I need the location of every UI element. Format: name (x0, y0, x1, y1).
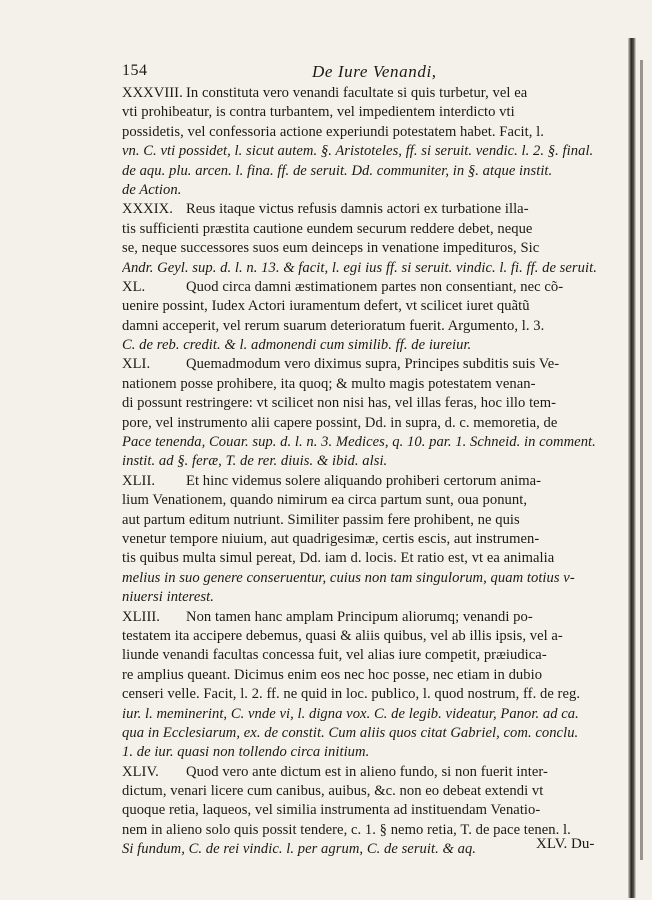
line-text: uenire possint, Iudex Actori iuramentum defert, vt scilicet iuret quãtũ (122, 298, 530, 315)
line-text: possidetis, vel confessoria actione experiundi potestatem habet. Facit, l. (122, 123, 544, 140)
line-text: de Action. (122, 181, 182, 198)
line-text: Pace tenenda, Couar. sup. d. l. n. 3. Medices, q. 10. par. 1. Schneid. in comment. (122, 434, 596, 451)
line-text: vti prohibeatur, is contra turbantem, vel impedientem interdicto vti (122, 104, 515, 121)
text-line (122, 569, 608, 588)
line-text: de aqu. plu. arcen. l. fina. ff. de seruit. Dd. communiter, in §. atque instit. (122, 162, 553, 179)
text-line (122, 162, 608, 181)
text-line (122, 608, 608, 627)
section-number: XLI. (122, 356, 151, 373)
text-line (122, 297, 608, 316)
line-text: Et hinc videmus solere aliquando prohiberi certorum anima- (186, 472, 542, 489)
line-text: aut partum editum nutriunt. Similiter passim fere prohibent, ne quis (122, 511, 520, 528)
text-line (122, 627, 608, 646)
line-text: Quemadmodum vero diximus supra, Principes subditis suis Ve- (186, 356, 560, 373)
line-text: Non tamen hanc amplam Principum aliorumq; venandi po- (186, 608, 533, 625)
text-line (122, 414, 608, 433)
line-text: qua in Ecclesiarum, ex. de constit. Cum aliis quos citat Gabriel, com. conclu. (122, 724, 579, 741)
text-line (122, 239, 608, 258)
text-line (122, 763, 608, 782)
text-line (122, 123, 608, 142)
section-number: XLIII. (122, 608, 160, 625)
text-line (122, 181, 608, 200)
section-number: XLII. (122, 472, 156, 489)
line-text: instit. ad §. feræ, T. de rer. diuis. & ibid. alsi. (122, 453, 388, 470)
text-line (122, 394, 608, 413)
line-text: quoque retia, laqueos, vel similia instrumenta ad instituendam Venatio- (122, 802, 541, 819)
text-line (122, 646, 608, 665)
section-number: XXXVIII. (122, 85, 183, 101)
line-text: nationem posse prohibere, ita quoq; & multo magis potestatem venan- (122, 375, 536, 392)
line-text: pore, vel instrumento alii capere possint, Dd. in supra, d. c. memoretia, de (122, 414, 558, 431)
text-line (122, 705, 608, 724)
page-gutter-shadow (628, 38, 636, 898)
text-line (122, 782, 608, 801)
text-line (122, 724, 608, 743)
section-number: XXXIX. (122, 201, 173, 218)
line-text: Si fundum, C. de rei vindic. l. per agrum, C. de seruit. & aq. (122, 841, 476, 858)
text-line (122, 278, 608, 297)
text-line (122, 336, 608, 355)
text-line (122, 103, 608, 122)
text-line (122, 801, 608, 820)
line-text: liunde venandi facultas concessa fuit, vel alias iure competit, præiudica- (122, 647, 547, 664)
text-line (122, 472, 608, 491)
text-line (122, 452, 608, 471)
text-line (122, 317, 608, 336)
line-text: Reus itaque victus refusis damnis actori ex turbatione illa- (186, 201, 529, 218)
running-title: De Iure Venandi, (312, 62, 437, 81)
line-text: di possunt restringere: vt scilicet non nisi has, vel illas feras, hoc illo tem- (122, 395, 557, 412)
catchword: XLV. Du- (536, 836, 595, 852)
line-text: re amplius queant. Dicimus enim eos nec hoc posse, nec etiam in dubio (122, 666, 543, 683)
section-number: XL. (122, 278, 146, 295)
page-edge-line (640, 60, 643, 860)
line-text: In constituta vero venandi facultate si quis turbetur, vel ea (186, 85, 528, 101)
line-text: se, neque successores suos eum deinceps in venatione impedituros, Sic (122, 240, 540, 257)
line-text: tis sufficienti præstita cautione eundem securum reddere debet, neque (122, 220, 533, 237)
line-text: censeri velle. Facit, l. 2. ff. ne quid in loc. publico, l. quod nostrum, ff. de reg. (122, 686, 581, 703)
page-header (122, 62, 632, 84)
line-text: testatem ita accipere debemus, quasi & aliis quibus, vel ab illis ipsis, vel a- (122, 627, 563, 644)
text-line (122, 200, 608, 219)
body-text (122, 84, 608, 860)
line-text: C. de reb. credit. & l. admonendi cum similib. ff. de iureiur. (122, 337, 472, 354)
text-line (122, 588, 608, 607)
line-text: lium Venationem, quando nimirum ea circa partum sunt, oua ponunt, (122, 492, 528, 509)
text-line (122, 530, 608, 549)
text-line (122, 511, 608, 530)
line-text: dictum, venari licere cum canibus, auibus, &c. non eo debeat extendi vt (122, 783, 544, 800)
line-text: niuersi interest. (122, 589, 214, 606)
line-text: vn. C. vti possidet, l. sicut autem. §. Aristoteles, ff. si seruit. vendic. l. 2. §. final. (122, 143, 594, 160)
text-line (122, 355, 608, 374)
line-text: 1. de iur. quasi non tollendo circa initium. (122, 744, 370, 761)
line-text: venetur tempore niuium, aut quadrigesimæ, certis escis, aut instrumen- (122, 530, 540, 547)
section-number: XLIV. (122, 763, 159, 780)
text-line (122, 491, 608, 510)
text-line (122, 433, 608, 452)
text-line (122, 259, 608, 278)
text-line (122, 84, 608, 103)
text-line (122, 685, 608, 704)
text-line (122, 220, 608, 239)
text-line (122, 666, 608, 685)
text-line (122, 375, 608, 394)
line-text: melius in suo genere conseruentur, cuius non tam singulorum, quam totius v- (122, 569, 575, 586)
line-text: tis quibus multa simul pereat, Dd. iam d. locis. Et ratio est, vt ea animalia (122, 550, 555, 567)
text-line (122, 743, 608, 762)
text-line (122, 549, 608, 568)
line-text: Quod vero ante dictum est in alieno fundo, si non fuerit inter- (186, 763, 548, 780)
page-number: 154 (122, 62, 148, 79)
line-text: nem in alieno solo quis possit tendere, c. 1. § nemo retia, T. de pace tenen. l. (122, 821, 571, 838)
line-text: iur. l. meminerint, C. vnde vi, l. digna vox. C. de legib. videatur, Panor. ad ca. (122, 705, 579, 722)
line-text: damni acceperit, vel rerum suarum deterioratum fuerit. Argumento, l. 3. (122, 317, 545, 334)
line-text: Andr. Geyl. sup. d. l. n. 13. & facit, l. egi ius ff. si seruit. vindic. l. fi. ff. de seruit. (122, 259, 597, 276)
line-text: Quod circa damni æstimationem partes non consentiant, nec cõ- (186, 278, 564, 295)
text-line (122, 142, 608, 161)
